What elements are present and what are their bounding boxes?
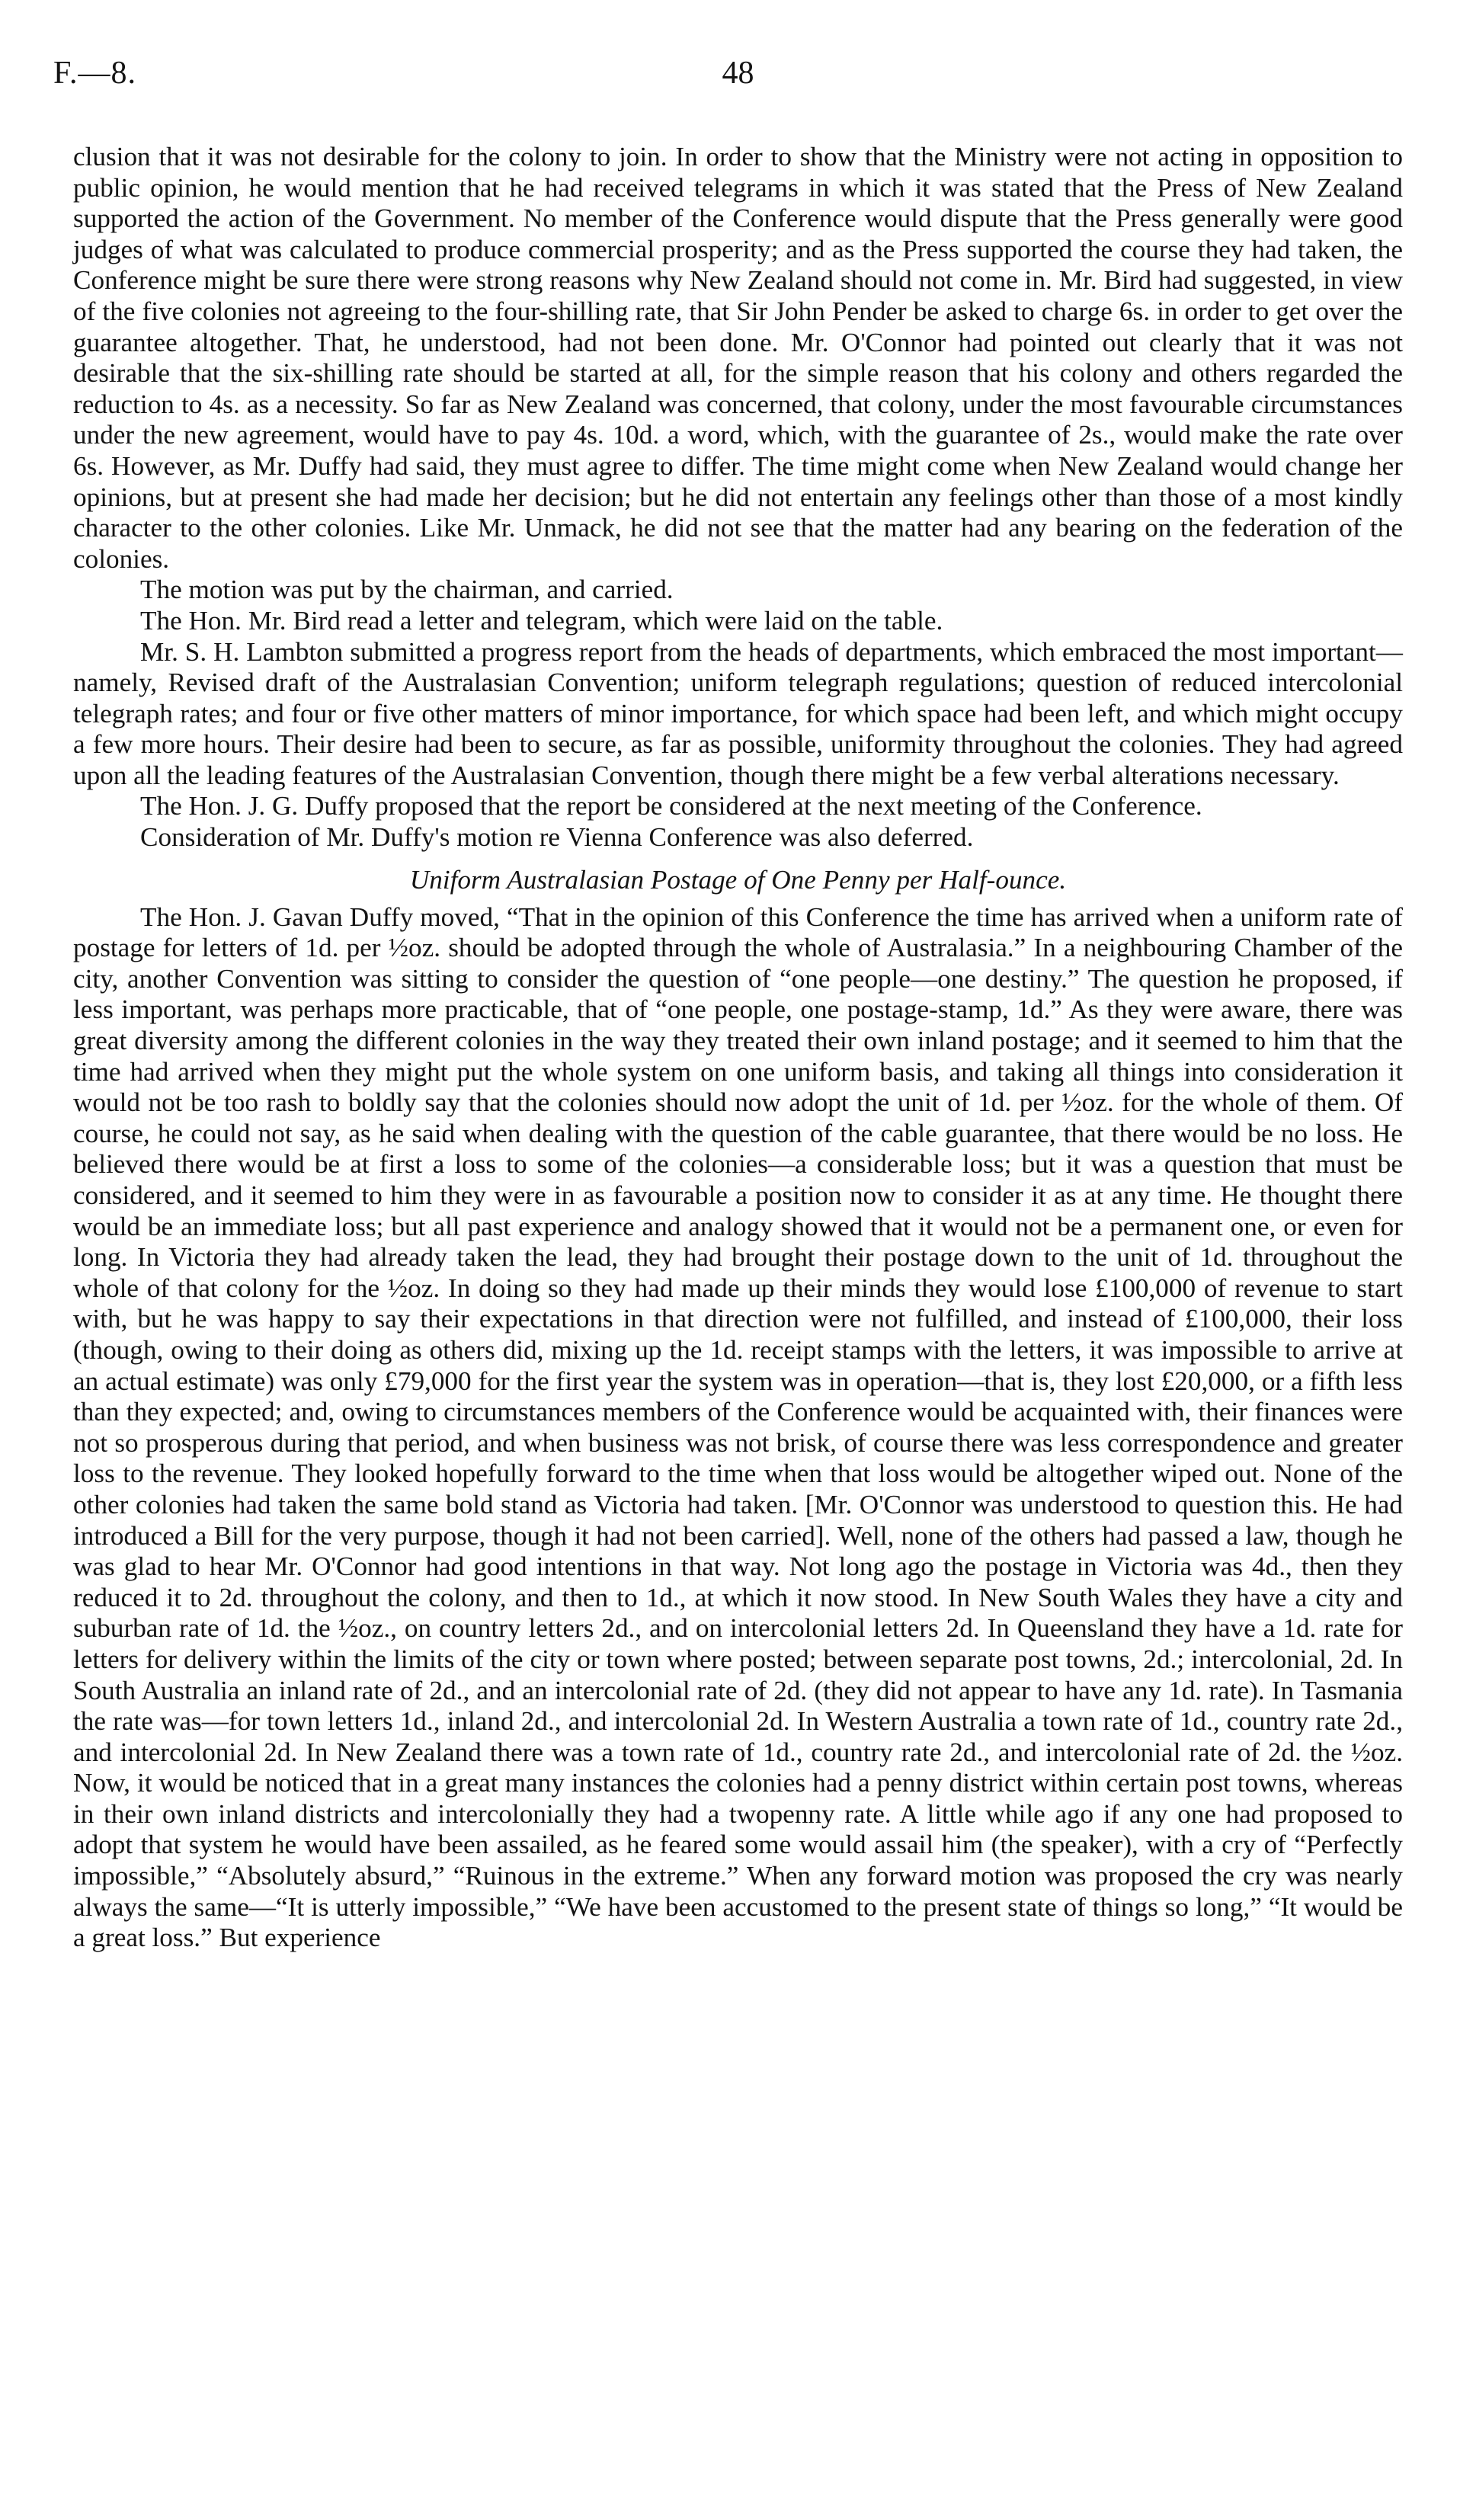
- section-heading: Uniform Australasian Postage of One Penny per Half-ounce.: [409, 864, 1067, 895]
- paragraph: Consideration of Mr. Duffy's motion re Vienna Conference was also deferred.: [140, 822, 974, 853]
- page-header: [53, 55, 1423, 101]
- paragraph: The Hon. J. Gavan Duffy moved, “That in the opinion of this Conference the time has arrived when a uniform rate of postage for letters of 1d. per ½oz. should be adopted through the whole of Australasia.” In a neighbouring Chamber of the city, another Convention was sitting to consider the question of “one people—one destiny.” The question he proposed, if less important, was perhaps more practicable, that of “one people, one postage-stamp, 1d.” As they were aware, there was great diversity among the different colonies in the way they treated their own inland postage; and it seemed to him that the time had arrived when they might put the whole system on one uniform basis, and taking all things into consideration it would not be too rash to boldly say that the colonies should now adopt the unit of 1d. per ½oz. for the whole of them. Of course, he could not say, as he said when dealing with the question of the cable guarantee, that there would be no loss. He believed there would be at first a loss to some of the colonies—a considerable loss; but it was a question that must be considered, and it seemed to him they were in as favourable a position now to consider it as at any time. He thought there would be an immediate loss; but all past experience and analogy showed that it would not be a permanent one, or even for long. In Victoria they had already taken the lead, they had brought their postage down to the unit of 1d. throughout the whole of that colony for the ½oz. In doing so they had made up their minds they would lose £100,000 of revenue to start with, but he was happy to say their expectations in that direction were not fulfilled, and instead of £100,000, their loss (though, owing to their doing as others did, mixing up the 1d. receipt stamps with the letters, it was impossible to arrive at an actual estimate) was only £79,000 for the first year the system was in operation—that is, they lost £20,000, or a fifth less than they expected; and, owing to circumstances members of the Conference would be acquainted with, their finances were not so prosperous during that period, and when business was not brisk, of course there was less correspondence and greater loss to the revenue. They looked hopefully forward to the time when that loss would be altogether wiped out. None of the other colonies had taken the same bold stand as Victoria had taken. [Mr. O'Connor was understood to question this. He had introduced a Bill for the very purpose, though it had not been carried]. Well, none of the others had passed a law, though he was glad to hear Mr. O'Connor had good intentions in that way. Not long ago the postage in Victoria was 4d., then they reduced it to 2d. throughout the colony, and then to 1d., at which it now stood. In New South Wales they have a city and suburban rate of 1d. the ½oz., on country letters 2d., and on intercolonial letters 2d. In Queensland they have a 1d. rate for letters for delivery within the limits of the city or town where posted; between separate post towns, 2d.; intercolonial, 2d. In South Australia an inland rate of 2d., and an intercolonial rate of 2d. (they did not appear to have any 1d. rate). In Tasmania the rate was—for town letters 1d., inland 2d., and intercolonial 2d. In Western Australia a town rate of 1d., country rate 2d., and intercolonial 2d. In New Zealand there was a town rate of 1d., country rate 2d., and intercolonial rate of 2d. the ½oz. Now, it would be noticed that in a great many instances the colonies had a penny district within certain post towns, whereas in their own inland districts and intercolonially they had a twopenny rate. A little while ago if any one had proposed to adopt that system he would have been assailed, as he feared some would assail him (the speaker), with a cry of “Perfectly impossible,” “Absolutely absurd,” “Ruinous in the extreme.” When any forward motion was proposed the cry was nearly always the same—“It is utterly impossible,” “We have been accustomed to the present state of things so long,” “It would be a great loss.” But experience: [73, 901, 1403, 1953]
- paragraph-continuation: clusion that it was not desirable for the colony to join. In order to show that the Ministry were not acting in opposition to public opinion, he would mention that he had received telegrams in which it was stated that the Press of New Zealand supported the action of the Government. No member of the Conference would dispute that the Press generally were good judges of what was calculated to produce commercial prosperity; and as the Press supported the course they had taken, the Conference might be sure there were strong reasons why New Zealand should not come in. Mr. Bird had suggested, in view of the five colonies not agreeing to the four-shilling rate, that Sir John Pender be asked to charge 6s. in order to get over the guarantee altogether. That, he understood, had not been done. Mr. O'Connor had pointed out clearly that it was not desirable that the six-shilling rate should be started at all, for the simple reason that his colony and others regarded the reduction to 4s. as a necessity. So far as New Zealand was concerned, that colony, under the most favourable circumstances under the new agreement, would have to pay 4s. 10d. a word, which, with the guarantee of 2s., would make the rate over 6s. However, as Mr. Duffy had said, they must agree to differ. The time might come when New Zealand would change her opinions, but at present she had made her decision; but he did not entertain any feelings other than those of a most kindly character to the other colonies. Like Mr. Unmack, he did not see that the matter had any bearing on the federation of the colonies.: [73, 142, 1403, 574]
- paper-reference: F.—8.: [53, 56, 136, 91]
- document-body: [73, 142, 1403, 1954]
- paragraph: The Hon. J. G. Duffy proposed that the report be considered at the next meeting of the Conference.: [140, 791, 1202, 821]
- page-number: 48: [722, 56, 754, 91]
- paragraph: Mr. S. H. Lambton submitted a progress report from the heads of departments, which embraced the most important—namely, Revised draft of the Australasian Convention; uniform telegraph regulations; question of reduced intercolonial telegraph rates; and four or five other matters of minor importance, for which space had been left, and which might occupy a few more hours. Their desire had been to secure, as far as possible, uniformity throughout the colonies. They had agreed upon all the leading features of the Australasian Convention, though there might be a few verbal alterations necessary.: [73, 636, 1403, 790]
- paragraph: The motion was put by the chairman, and carried.: [140, 575, 674, 605]
- paragraph: The Hon. Mr. Bird read a letter and telegram, which were laid on the table.: [140, 605, 943, 636]
